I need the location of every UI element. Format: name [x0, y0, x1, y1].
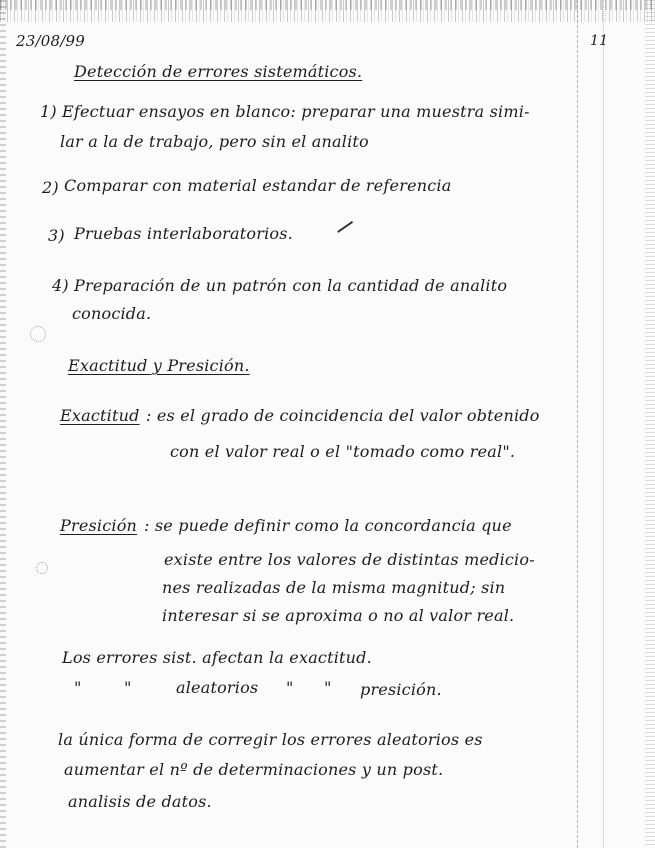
section-title-detection: Detección de errores sistemáticos. [74, 62, 363, 81]
term-exactitud: Exactitud [60, 406, 140, 425]
ditto-mark-3: " [286, 678, 294, 697]
presicion-line-4: interesar si se aproxima o no al valor real. [162, 606, 515, 625]
margin-line-secondary [603, 0, 604, 848]
exactitud-line-1: : es el grado de coincidencia del valor obtenido [146, 406, 540, 425]
presicion-line-1: : se puede definir como la concordancia que [144, 516, 512, 535]
item-1-number: 1) [40, 102, 57, 121]
presicion-line-2: existe entre los valores de distintas medicio- [164, 550, 535, 569]
note-presicion-word: presición. [360, 680, 442, 699]
final-line-2: aumentar el nº de determinaciones y un post. [64, 760, 444, 779]
ditto-mark-2: " [124, 678, 132, 697]
item-1-line-2: lar a la de trabajo, pero sin el analito [60, 132, 369, 151]
ditto-mark-1: " [74, 678, 82, 697]
final-line-3: analisis de datos. [68, 792, 212, 811]
scan-noise-right [645, 0, 655, 848]
scan-noise-left [0, 0, 6, 848]
term-presicion: Presición [60, 516, 138, 535]
item-4-line-1: Preparación de un patrón con la cantidad de analito [74, 276, 508, 295]
ditto-mark-4: " [324, 678, 332, 697]
item-3-number: 3) [48, 226, 65, 245]
presicion-line-3: nes realizadas de la misma magnitud; sin [162, 578, 506, 597]
check-mark-icon [337, 221, 353, 233]
exactitud-line-2: con el valor real o el "tomado como real". [170, 442, 516, 461]
item-4-line-2: conocida. [72, 304, 152, 323]
item-3-line-1: Pruebas interlaboratorios. [74, 224, 293, 243]
item-4-number: 4) [52, 276, 69, 295]
punch-hole-mark [30, 326, 46, 342]
margin-line [577, 0, 578, 848]
scan-speck-mark [36, 562, 48, 574]
page-date: 23/08/99 [16, 32, 85, 50]
note-aleatorios-word: aleatorios [176, 678, 259, 697]
note-systematic-errors: Los errores sist. afectan la exactitud. [62, 648, 372, 667]
item-1-line-1: Efectuar ensayos en blanco: preparar una muestra simi- [62, 102, 530, 121]
item-2-number: 2) [42, 178, 59, 197]
section-title-exactitud: Exactitud y Presición. [68, 356, 250, 375]
final-line-1: la única forma de corregir los errores aleatorios es [58, 730, 483, 749]
item-2-line-1: Comparar con material estandar de referencia [64, 176, 452, 195]
scan-noise-top-dark [0, 0, 655, 10]
page-number: 11 [590, 33, 609, 49]
